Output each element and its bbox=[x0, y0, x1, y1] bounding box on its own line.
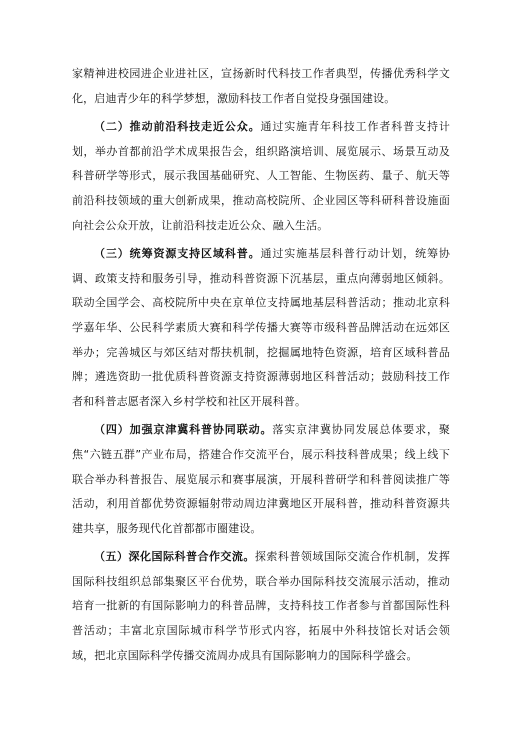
paragraph-text: 家精神进校园进企业进社区，宣扬新时代科技工作者典型，传播优秀科学文化，启迪青少年的科学梦想，激励科技工作者自觉投身强国建设。 bbox=[72, 67, 450, 105]
paragraph-section-4 bbox=[72, 418, 450, 541]
paragraph-text: 通过实施青年科技工作者科普支持计划，举办首都前沿学术成果报告会，组织路演培训、展览展示、场景互动及科普研学等形式，展示我国基础研究、人工智能、生物医药、量子、航天等前沿科技领域的重大创新成果，推动高校院所、企业园区等科研科普设施面向社会公众开放，让前沿科技走近公众、融入生活。 bbox=[72, 120, 450, 232]
section-heading: （五）深化国际科普合作交流。 bbox=[94, 550, 255, 564]
paragraph-section-5 bbox=[72, 545, 450, 668]
paragraph-section-3 bbox=[72, 242, 450, 414]
section-heading: （三）统筹资源支持区域科普。 bbox=[94, 247, 261, 261]
section-heading: （四）加强京津冀科普协同联动。 bbox=[94, 423, 273, 437]
section-heading: （二）推动前沿科技走近公众。 bbox=[94, 120, 261, 134]
paragraph-text: 落实京津冀协同发展总体要求，聚焦“六链五群”产业布局，搭建合作交流平台，展示科技科普成果；线上线下联合举办科普报告、展览展示和赛事展演，开展科普研学和科普阅读推广等活动，利用首都优势资源辐射带动周边津冀地区开展科普，推动科普资源共建共享，服务现代化首都都市圈建设。 bbox=[72, 423, 451, 535]
paragraph-text: 通过实施基层科普行动计划，统筹协调、政策支持和服务引导，推动科普资源下沉基层，重点向薄弱地区倾斜。联动全国学会、高校院所中央在京单位支持属地基层科普活动；推动北京科学嘉年华、公民科学素质大赛和科学传播大赛等市级科普品牌活动在远郊区举办；完善城区与郊区结对帮扶机制，挖掘属地特色资源，培育区域科普品牌；遴选资助一批优质科普资源支持资源薄弱地区科普活动；鼓励科技工作者和科普志愿者深入乡村学校和社区开展科普。 bbox=[72, 247, 450, 408]
paragraph-text: 探索科普领域国际交流合作机制，发挥国际科技组织总部集聚区平台优势，联合举办国际科技交流展示活动，推动培育一批新的有国际影响力的科普品牌，支持科技工作者参与首都国际性科普活动；丰富北京国际城市科学节形式内容，拓展中外科技馆长对话会领域，把北京国际科学传播交流周办成具有国际影响力的国际科学盛会。 bbox=[72, 550, 450, 662]
paragraph-section-2 bbox=[72, 115, 450, 238]
paragraph-continuation bbox=[72, 62, 450, 111]
